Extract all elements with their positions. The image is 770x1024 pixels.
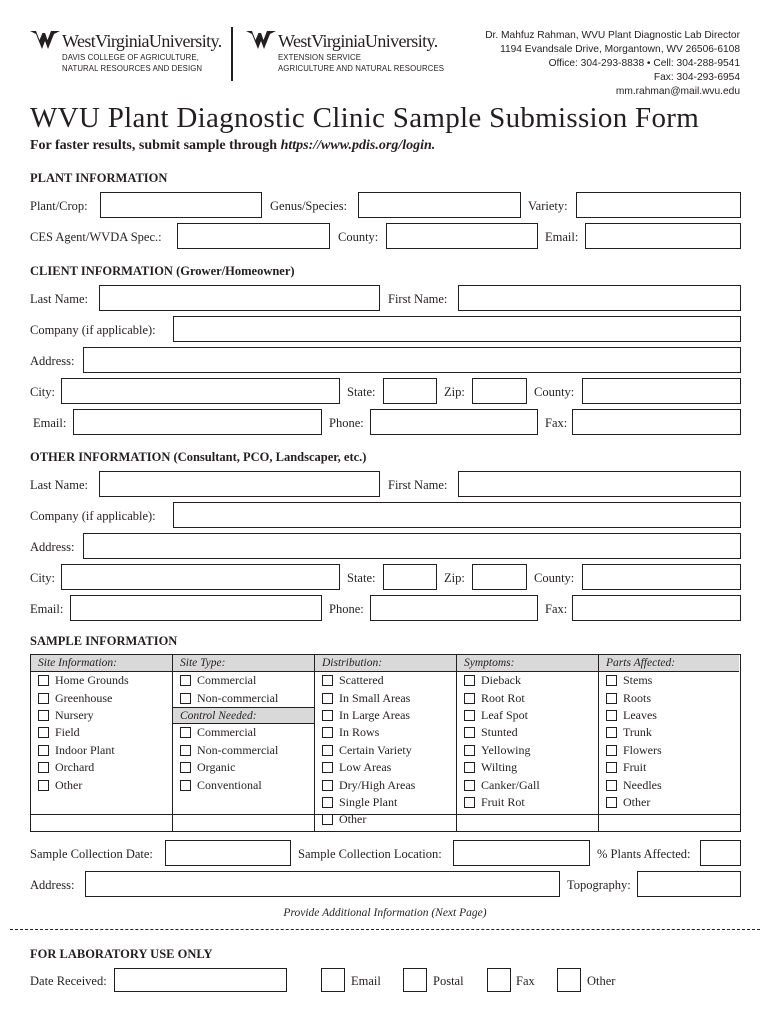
pct-affected-field[interactable]: [700, 840, 741, 866]
checkbox-label: Low Areas: [339, 760, 392, 775]
checkbox-row[interactable]: [457, 707, 598, 724]
checkbox-label: Commercial: [197, 725, 257, 740]
logo-wordmark: WestVirginiaUniversity.: [278, 31, 438, 51]
logo-subtitle-line1: EXTENSION SERVICE: [278, 53, 362, 62]
received-postal-label: Postal: [433, 974, 464, 988]
sample-address-label: Address:: [30, 878, 75, 892]
other-county-label: County:: [534, 571, 575, 585]
page-title: WVU Plant Diagnostic Clinic Sample Submission Form: [30, 102, 700, 134]
checkbox-label: In Large Areas: [339, 707, 411, 722]
other-city-field[interactable]: [61, 564, 340, 590]
client-last-name-label: Last Name:: [30, 292, 88, 306]
client-fax-field[interactable]: [572, 409, 741, 435]
checkbox[interactable]: [38, 675, 49, 686]
received-fax-label: Fax: [516, 974, 535, 988]
other-first-name-label: First Name:: [388, 478, 448, 492]
sample-info-table: [30, 654, 741, 832]
variety-label: Variety:: [528, 199, 568, 213]
client-county-field[interactable]: [582, 378, 741, 404]
other-address-field[interactable]: [83, 533, 741, 559]
checkbox[interactable]: [464, 762, 475, 773]
other-first-name-field[interactable]: [458, 471, 741, 497]
checkbox-row[interactable]: [31, 742, 172, 759]
checkbox[interactable]: [606, 762, 617, 773]
other-state-field[interactable]: [383, 564, 437, 590]
received-email-checkbox[interactable]: [321, 968, 345, 992]
cut-line-divider: [10, 929, 760, 930]
checkbox-label: In Rows: [339, 725, 380, 740]
other-email-label: Email:: [30, 602, 64, 616]
variety-field[interactable]: [576, 192, 741, 218]
checkbox-label: Trunk: [623, 725, 652, 740]
checkbox[interactable]: [464, 745, 475, 756]
client-first-name-label: First Name:: [388, 292, 448, 306]
checkbox-row[interactable]: [173, 724, 314, 741]
received-postal-checkbox[interactable]: [403, 968, 427, 992]
checkbox-label: In Small Areas: [339, 690, 411, 705]
plant-email-field[interactable]: [585, 223, 741, 249]
checkbox-label: Certain Variety: [339, 742, 412, 757]
contact-fax: Fax: 304-293-6954: [653, 72, 740, 83]
checkbox-label: Roots: [623, 690, 652, 705]
other-city-label: City:: [30, 571, 56, 585]
checkbox-label: Non-commercial: [197, 690, 279, 705]
checkbox[interactable]: [606, 797, 617, 808]
checkbox[interactable]: [180, 780, 191, 791]
contact-phones: Office: 304-293-8838 • Cell: 304-288-9541: [548, 58, 740, 69]
checkbox[interactable]: [322, 762, 333, 773]
checkbox-label: Scattered: [339, 673, 384, 688]
client-state-field[interactable]: [383, 378, 437, 404]
site-type-column: [172, 655, 314, 831]
checkbox-row[interactable]: [457, 759, 598, 776]
other-phone-field[interactable]: [370, 595, 538, 621]
checkbox-label: Leaf Spot: [481, 707, 528, 722]
checkbox[interactable]: [38, 745, 49, 756]
checkbox[interactable]: [322, 675, 333, 686]
collection-location-field[interactable]: [453, 840, 590, 866]
client-email-field[interactable]: [73, 409, 322, 435]
checkbox-label: Root Rot: [481, 690, 525, 705]
checkbox[interactable]: [38, 762, 49, 773]
section-heading-other: OTHER INFORMATION (Consultant, PCO, Landscaper, etc.): [30, 450, 367, 464]
contact-director: Dr. Mahfuz Rahman, WVU Plant Diagnostic Lab Director: [485, 30, 740, 41]
other-zip-field[interactable]: [472, 564, 527, 590]
site-information-header: Site Information:: [31, 655, 172, 672]
checkbox-row[interactable]: [457, 724, 598, 741]
client-phone-label: Phone:: [329, 416, 364, 430]
symptoms-header: Symptoms:: [457, 655, 598, 672]
checkbox-row[interactable]: [315, 742, 456, 759]
checkbox-label: Commercial: [197, 673, 257, 688]
parts-affected-header: Parts Affected:: [599, 655, 739, 672]
client-zip-label: Zip:: [444, 385, 465, 399]
checkbox-row[interactable]: [31, 707, 172, 724]
checkbox-row[interactable]: [173, 672, 314, 689]
other-phone-label: Phone:: [329, 602, 364, 616]
wv-flying-wv-icon: [246, 29, 276, 51]
section-heading-lab: FOR LABORATORY USE ONLY: [30, 947, 213, 961]
checkbox-row[interactable]: [457, 742, 598, 759]
client-state-label: State:: [347, 385, 376, 399]
checkbox-label: Dry/High Areas: [339, 777, 416, 792]
other-email-field[interactable]: [70, 595, 322, 621]
checkbox[interactable]: [464, 727, 475, 738]
checkbox[interactable]: [606, 727, 617, 738]
topography-field[interactable]: [637, 871, 741, 897]
checkbox[interactable]: [38, 780, 49, 791]
checkbox[interactable]: [180, 762, 191, 773]
other-company-label: Company (if applicable):: [30, 509, 156, 523]
checkbox[interactable]: [322, 797, 333, 808]
section-heading-plant: PLANT INFORMATION: [30, 171, 168, 185]
checkbox-label: Other: [55, 777, 83, 792]
checkbox[interactable]: [322, 780, 333, 791]
client-zip-field[interactable]: [472, 378, 527, 404]
distribution-column: [314, 655, 456, 831]
checkbox-row[interactable]: [31, 759, 172, 776]
checkbox[interactable]: [464, 797, 475, 808]
logo-wordmark: WestVirginiaUniversity.: [62, 31, 222, 51]
site-type-header: Site Type:: [173, 655, 314, 672]
checkbox[interactable]: [38, 727, 49, 738]
checkbox-row[interactable]: [599, 724, 739, 741]
client-address-label: Address:: [30, 354, 75, 368]
checkbox[interactable]: [322, 814, 333, 825]
checkbox-row[interactable]: [315, 724, 456, 741]
checkbox-row[interactable]: [315, 794, 456, 811]
checkbox-row[interactable]: [31, 724, 172, 741]
checkbox-label: Fruit: [623, 760, 647, 775]
checkbox-label: Leaves: [623, 707, 657, 722]
checkbox[interactable]: [606, 745, 617, 756]
checkbox-row[interactable]: [457, 776, 598, 793]
client-address-field[interactable]: [83, 347, 741, 373]
checkbox-row[interactable]: [315, 707, 456, 724]
other-fax-field[interactable]: [572, 595, 741, 621]
submission-note: [30, 138, 435, 154]
other-zip-label: Zip:: [444, 571, 465, 585]
header-divider: [231, 27, 233, 81]
checkbox-row[interactable]: [599, 759, 739, 776]
checkbox[interactable]: [322, 710, 333, 721]
checkbox[interactable]: [180, 745, 191, 756]
client-city-label: City:: [30, 385, 56, 399]
symptoms-column: [456, 655, 598, 831]
checkbox[interactable]: [322, 693, 333, 704]
checkbox-row[interactable]: [599, 794, 739, 811]
ces-agent-field[interactable]: [177, 223, 330, 249]
logo-subtitle-line2: AGRICULTURE AND NATURAL RESOURCES: [278, 64, 445, 73]
other-state-label: State:: [347, 571, 376, 585]
checkbox[interactable]: [606, 675, 617, 686]
checkbox-row[interactable]: [31, 689, 172, 706]
checkbox[interactable]: [606, 710, 617, 721]
checkbox-row[interactable]: [315, 759, 456, 776]
date-received-field[interactable]: [114, 968, 287, 992]
parts-affected-column: [598, 655, 739, 831]
checkbox[interactable]: [180, 727, 191, 738]
client-phone-field[interactable]: [370, 409, 538, 435]
client-first-name-field[interactable]: [458, 285, 741, 311]
checkbox-row[interactable]: [173, 742, 314, 759]
checkbox-row[interactable]: [173, 776, 314, 793]
checkbox-row[interactable]: [315, 776, 456, 793]
checkbox-row[interactable]: [31, 672, 172, 689]
checkbox-label: Yellowing: [481, 742, 531, 757]
checkbox-label: Single Plant: [339, 794, 398, 809]
contact-address: 1194 Evandsale Drive, Morgantown, WV 26506-6108: [500, 44, 740, 55]
submission-note-text: For faster results, submit sample through: [30, 138, 281, 153]
checkbox-label: Field: [55, 725, 80, 740]
pct-affected-label: % Plants Affected:: [597, 847, 691, 861]
checkbox[interactable]: [38, 710, 49, 721]
checkbox-row[interactable]: [315, 811, 456, 828]
checkbox[interactable]: [464, 675, 475, 686]
checkbox-row[interactable]: [31, 776, 172, 793]
checkbox-row[interactable]: [599, 689, 739, 706]
checkbox-label: Canker/Gall: [481, 777, 540, 792]
checkbox-label: Orchard: [55, 760, 95, 775]
checkbox-label: Home Grounds: [55, 673, 129, 688]
section-heading-client: CLIENT INFORMATION (Grower/Homeowner): [30, 264, 295, 278]
client-county-label: County:: [534, 385, 575, 399]
section-heading-sample: SAMPLE INFORMATION: [30, 634, 178, 648]
distribution-header: Distribution:: [315, 655, 456, 672]
genus-species-label: Genus/Species:: [270, 199, 348, 213]
client-last-name-field[interactable]: [99, 285, 380, 311]
other-address-label: Address:: [30, 540, 75, 554]
checkbox-row[interactable]: [457, 794, 598, 811]
client-fax-label: Fax:: [545, 416, 568, 430]
checkbox-label: Nursery: [55, 707, 94, 722]
plant-county-label: County:: [338, 230, 379, 244]
checkbox-row[interactable]: [457, 689, 598, 706]
pdis-login-link[interactable]: https://www.pdis.org/login.: [280, 138, 436, 153]
checkbox-label: Needles: [623, 777, 662, 792]
collection-date-label: Sample Collection Date:: [30, 847, 153, 861]
checkbox[interactable]: [180, 675, 191, 686]
client-city-field[interactable]: [61, 378, 340, 404]
checkbox-label: Organic: [197, 760, 236, 775]
checkbox[interactable]: [322, 727, 333, 738]
checkbox-row[interactable]: [173, 689, 314, 706]
plant-county-field[interactable]: [386, 223, 538, 249]
provide-additional-note: Provide Additional Information (Next Page): [283, 907, 487, 919]
site-information-column: [31, 655, 172, 831]
checkbox-label: Dieback: [481, 673, 521, 688]
checkbox[interactable]: [322, 745, 333, 756]
other-last-name-label: Last Name:: [30, 478, 88, 492]
checkbox[interactable]: [464, 710, 475, 721]
checkbox[interactable]: [464, 780, 475, 791]
wv-flying-wv-icon: [30, 29, 60, 51]
checkbox[interactable]: [606, 693, 617, 704]
plant-crop-label: Plant/Crop:: [30, 199, 88, 213]
received-fax-checkbox[interactable]: [487, 968, 511, 992]
checkbox-row[interactable]: [315, 672, 456, 689]
checkbox-label: Flowers: [623, 742, 662, 757]
genus-species-field[interactable]: [358, 192, 521, 218]
checkbox-row[interactable]: [173, 759, 314, 776]
lab-contact-block: [485, 29, 740, 99]
collection-date-field[interactable]: [165, 840, 291, 866]
logo-subtitle-line2: NATURAL RESOURCES AND DESIGN: [62, 64, 203, 73]
client-company-label: Company (if applicable):: [30, 323, 156, 337]
received-other-checkbox[interactable]: [557, 968, 581, 992]
checkbox-label: Other: [339, 812, 367, 827]
checkbox-row[interactable]: [599, 707, 739, 724]
checkbox-row[interactable]: [457, 672, 598, 689]
sample-address-field[interactable]: [85, 871, 560, 897]
checkbox-row[interactable]: [315, 689, 456, 706]
client-email-label: Email:: [33, 416, 67, 430]
other-county-field[interactable]: [582, 564, 741, 590]
checkbox[interactable]: [606, 780, 617, 791]
checkbox-label: Wilting: [481, 760, 518, 775]
plant-email-label: Email:: [545, 230, 579, 244]
control-needed-header: Control Needed:: [173, 707, 314, 724]
ces-agent-label: CES Agent/WVDA Spec.:: [30, 230, 162, 244]
checkbox-label: Fruit Rot: [481, 794, 525, 809]
other-last-name-field[interactable]: [99, 471, 380, 497]
topography-label: Topography:: [567, 878, 631, 892]
checkbox[interactable]: [38, 693, 49, 704]
other-company-field[interactable]: [173, 502, 741, 528]
collection-location-label: Sample Collection Location:: [298, 847, 442, 861]
plant-crop-field[interactable]: [100, 192, 262, 218]
received-other-label: Other: [587, 974, 616, 988]
received-email-label: Email: [351, 974, 381, 988]
client-company-field[interactable]: [173, 316, 741, 342]
checkbox[interactable]: [180, 693, 191, 704]
logo-subtitle-line1: DAVIS COLLEGE OF AGRICULTURE,: [62, 53, 199, 62]
other-fax-label: Fax:: [545, 602, 568, 616]
checkbox-row[interactable]: [599, 672, 739, 689]
checkbox-label: Greenhouse: [55, 690, 113, 705]
contact-email[interactable]: mm.rahman@mail.wvu.edu: [615, 86, 740, 97]
checkbox-label: Stems: [623, 673, 653, 688]
checkbox-label: Conventional: [197, 777, 262, 792]
checkbox-label: Indoor Plant: [55, 742, 115, 757]
checkbox-row[interactable]: [599, 742, 739, 759]
checkbox-row[interactable]: [599, 776, 739, 793]
date-received-label: Date Received:: [30, 974, 107, 988]
checkbox[interactable]: [464, 693, 475, 704]
checkbox-label: Non-commercial: [197, 742, 279, 757]
checkbox-label: Other: [623, 794, 651, 809]
checkbox-label: Stunted: [481, 725, 518, 740]
